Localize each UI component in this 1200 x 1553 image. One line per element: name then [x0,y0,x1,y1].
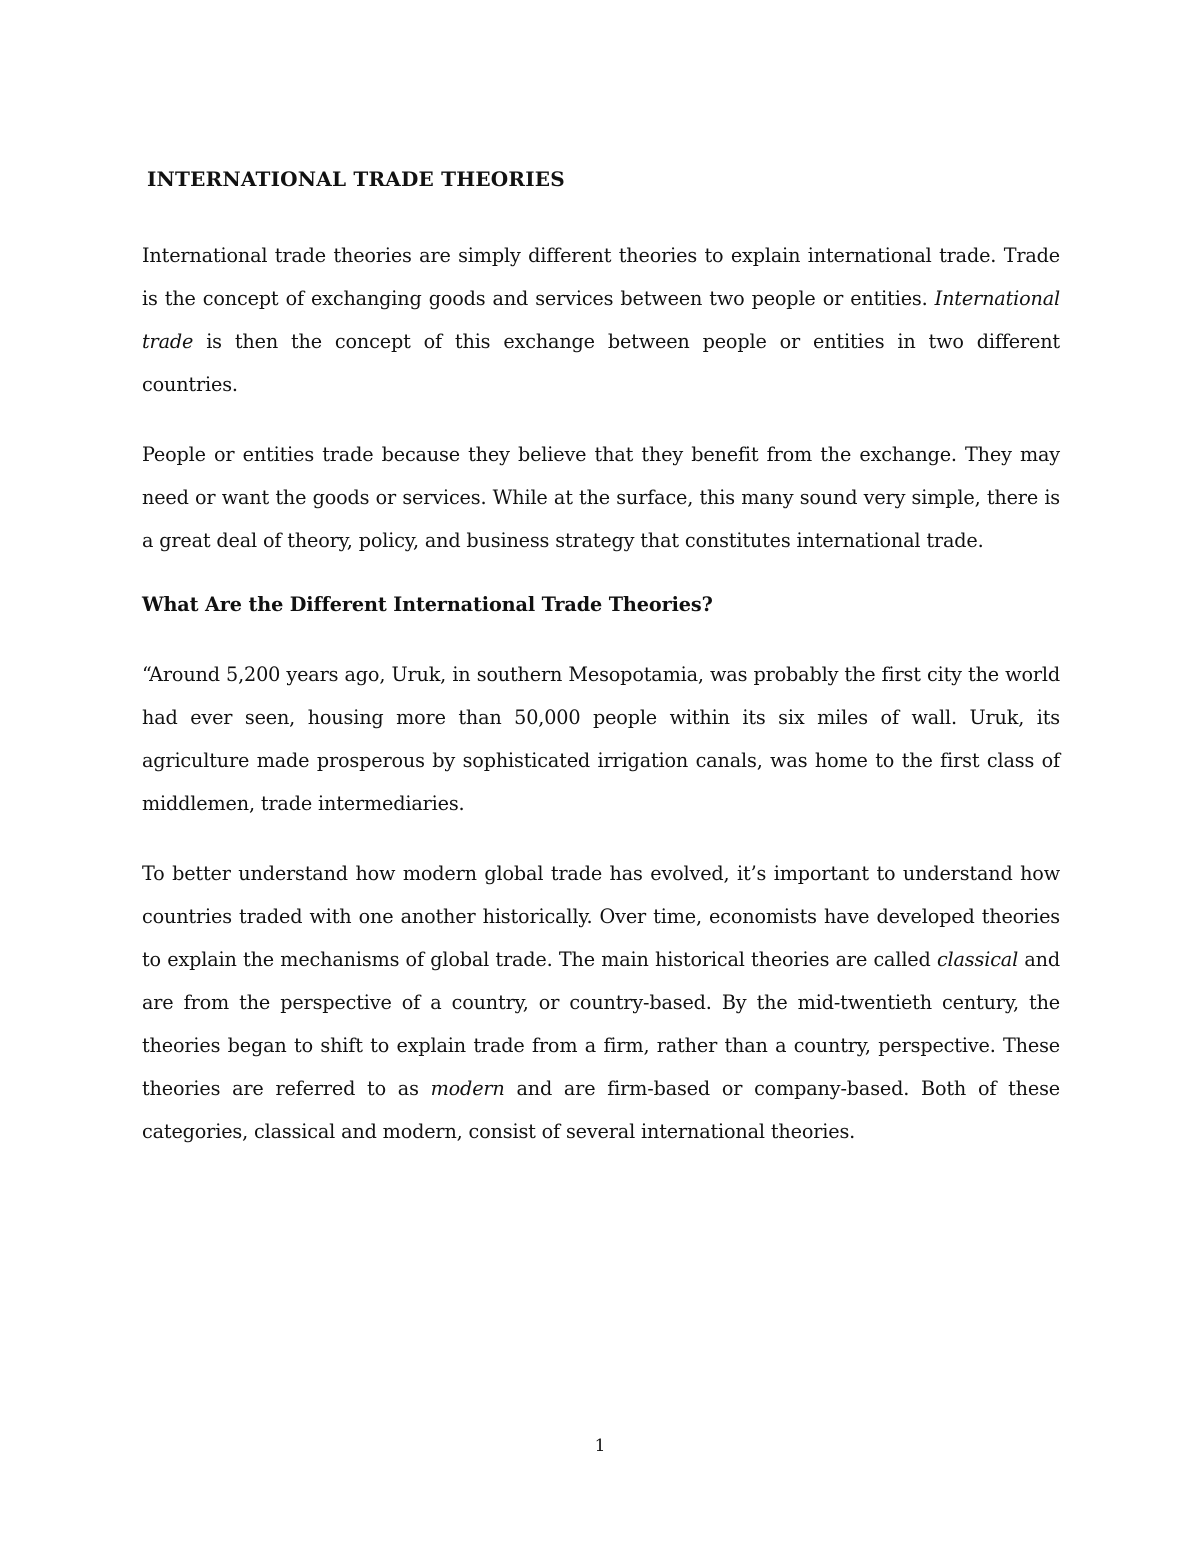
paragraph-text: and are firm-based or company-based. Both of these categories, classical and modern, consist of several international theories. [142,1077,1060,1143]
document-body [142,163,1060,1180]
italic-term: classical [936,948,1019,971]
paragraph-text: is then the concept of this exchange between people or entities in two different countries. [142,330,1060,396]
section-heading: What Are the Different International Trade Theories? [142,593,713,616]
italic-term: International trade [142,287,1060,353]
paragraph-theories-overview [142,852,1060,1153]
paragraph-text: To better understand how modern global trade has evolved, it’s important to understand how countries traded with one another historically. Over time, economists have developed theories to explain the mechanisms of global trade. The main historical theories are called [142,862,1060,971]
paragraph-text: International trade theories are simply different theories to explain international trade. Trade is the concept of exchanging goods and services between two people or entities. [142,244,1060,310]
page-number: 1 [594,1436,606,1456]
italic-term: modern [430,1077,505,1100]
paragraph-text: and are from the perspective of a country, or country-based. By the mid-twentieth century, the theories began to shift to explain trade from a firm, rather than a country, perspective. These theories are referred to as [142,948,1060,1100]
paragraph-definition [142,234,1060,406]
paragraph-why-trade: People or entities trade because they believe that they benefit from the exchange. They may need or want the goods or services. While at the surface, this many sound very simple, there is a great deal of theory, policy, and business strategy that constitutes international trade. [142,443,1060,552]
paragraph-uruk-quote: “Around 5,200 years ago, Uruk, in southern Mesopotamia, was probably the first city the world had ever seen, housing more than 50,000 people within its six miles of wall. Uruk, its agriculture made prosperous by sophisticated irrigation canals, was home to the first class of middlemen, trade intermediaries. [142,663,1060,815]
document-title: INTERNATIONAL TRADE THEORIES [147,167,565,191]
